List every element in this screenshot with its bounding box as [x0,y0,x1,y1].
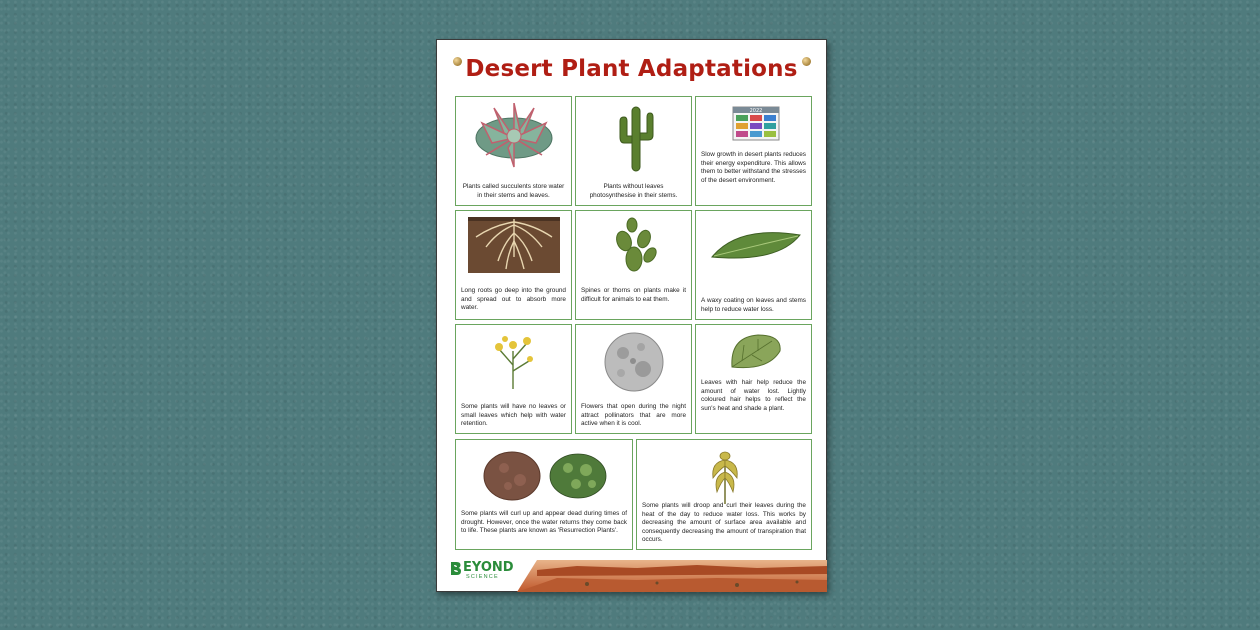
prickly-pear-icon [610,217,660,273]
waxy-leaf-icon [708,229,804,263]
card-slow-growth [695,96,812,206]
calendar-year: 2022 [749,108,763,114]
cactus-icon [616,103,656,173]
calendar-icon [732,105,780,141]
card-text: Spines or thorns on plants make it difficult for animals to eat them. [581,287,686,303]
card-cactus [575,96,692,206]
small-leaf-plant-icon [489,331,539,391]
card-text: A waxy coating on leaves and stems help to reduce water loss. [701,297,806,313]
card-text: Flowers that open during the night attract pollinators that are more active when it is cool. [581,403,686,428]
poster [436,39,827,592]
card-text: Plants called succulents store water in their stems and leaves. [462,183,565,199]
card-succulents [455,96,572,206]
card-small-leaves [455,324,572,434]
card-drooping-leaves [636,439,812,550]
card-spines [575,210,692,320]
resurrection-plant-icon [482,450,608,502]
succulent-icon [474,103,554,173]
poster-title: Desert Plant Adaptations [465,56,798,82]
card-long-roots [455,210,572,320]
roots-icon [468,217,560,273]
beyond-b-leaf-icon [449,561,463,576]
card-resurrection-plants [455,439,633,550]
card-waxy-coating [695,210,812,320]
brand-subtitle: SCIENCE [466,574,499,580]
card-text: Some plants will droop and curl their leaves during the heat of the day to reduce water loss. This works by decreasing the amount of surface area available and consequently decreasing the amount of transpiration that occurs. [642,502,806,544]
card-text: Long roots go deep into the ground and spread out to absorb more water. [461,287,566,312]
card-text: Leaves with hair help reduce the amount of water lost. Lightly coloured hair helps to reflect the sun's heat and shade a plant. [701,379,806,412]
desert-landscape-image [517,560,827,592]
card-text: Some plants will have no leaves or small leaves which help with water retention. [461,403,566,428]
brand-name: EYOND [463,560,514,575]
moon-icon [603,331,665,393]
card-text: Plants without leaves photosynthesise in their stems. [589,183,678,199]
drooping-plant-icon [705,446,745,506]
card-night-flowers [575,324,692,434]
hairy-leaf-icon [728,331,784,371]
card-text: Some plants will curl up and appear dead during times of drought. However, once the water returns they come back to life. These plants are known as 'Resurrection Plants'. [461,510,627,535]
card-text: Slow growth in desert plants reduces their energy expenditure. This allows them to better withstand the stresses of the desert environment. [701,151,806,184]
card-hairy-leaves [695,324,812,434]
